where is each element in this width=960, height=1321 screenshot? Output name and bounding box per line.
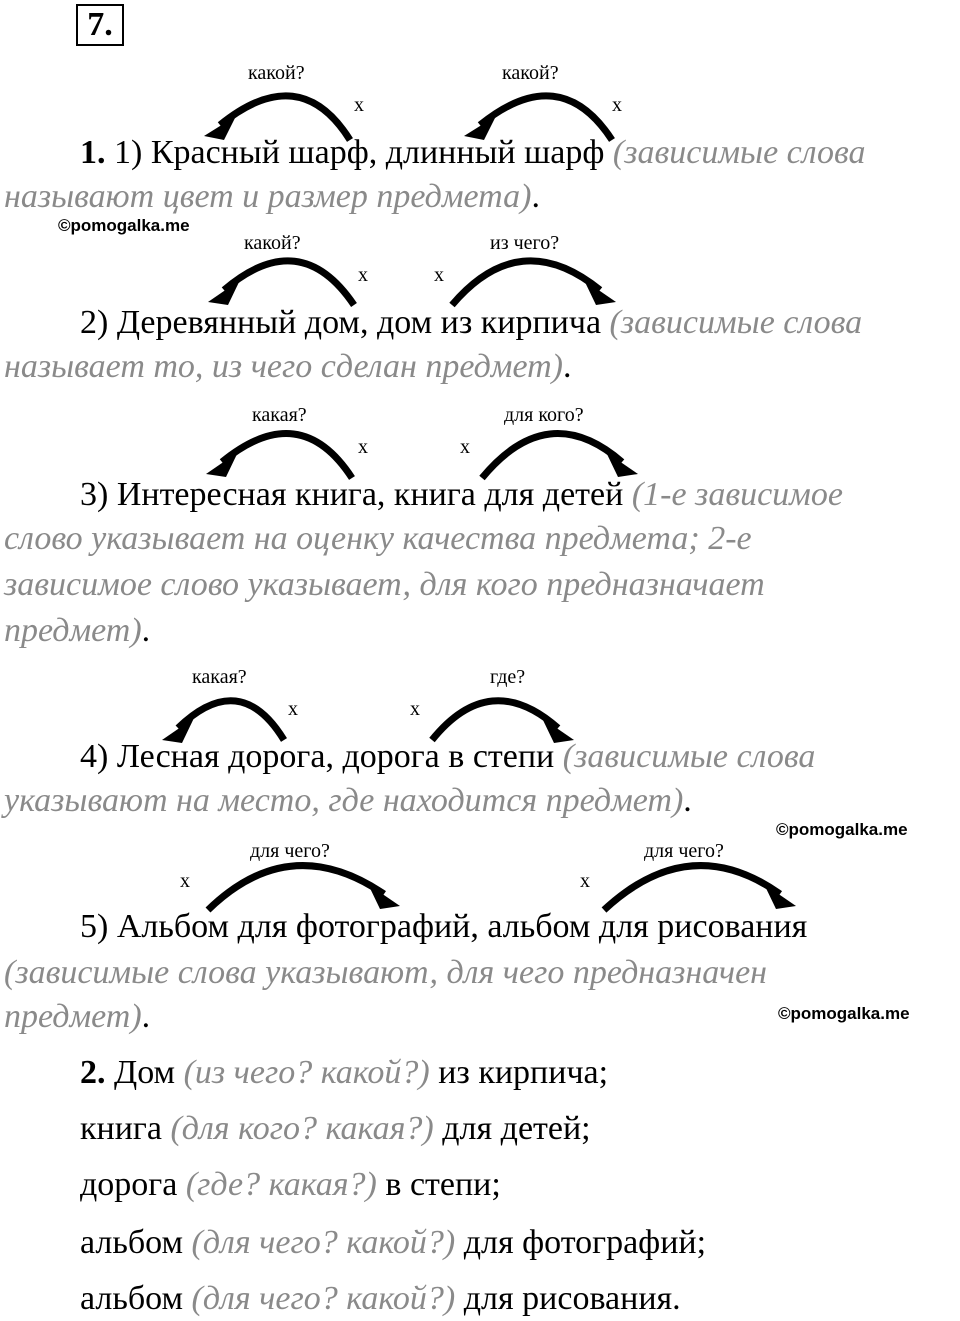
note: предмет) bbox=[4, 998, 142, 1035]
note: (зависимые слова bbox=[609, 304, 863, 341]
dependent: для рисования. bbox=[463, 1280, 681, 1317]
arrow-3-right bbox=[482, 434, 638, 478]
word: книга bbox=[80, 1110, 162, 1147]
x-mark: x bbox=[434, 264, 444, 286]
question: (для чего? какой?) bbox=[191, 1224, 456, 1261]
period: . bbox=[141, 612, 151, 649]
arrow-4-left bbox=[162, 701, 284, 743]
phrase: 4) Лесная дорога, дорога в степи bbox=[80, 738, 555, 775]
note: называет то, из чего сделан предмет) bbox=[4, 348, 563, 385]
task-number: 7. bbox=[76, 4, 124, 46]
dependent: для детей; bbox=[442, 1110, 591, 1147]
item-2-line bbox=[80, 304, 862, 342]
note: (1-е зависимое bbox=[631, 476, 843, 513]
phrase: 1) Красный шарф, длинный шарф bbox=[114, 134, 605, 171]
arrow-3-left bbox=[206, 434, 352, 478]
dependent: для фотографий; bbox=[463, 1224, 707, 1261]
part2-line bbox=[80, 1054, 608, 1092]
question-label: для чего? bbox=[644, 840, 724, 862]
question-label: из чего? bbox=[490, 232, 560, 254]
phrase: 2) Деревянный дом, дом из кирпича bbox=[80, 304, 602, 341]
x-mark: x bbox=[358, 436, 368, 458]
item-3-note-end bbox=[4, 612, 150, 650]
note: предмет) bbox=[4, 612, 142, 649]
item-2-note-line bbox=[4, 348, 572, 386]
note: слово указывает на оценку качества предмета; 2-е bbox=[4, 520, 752, 557]
dependent: из кирпича; bbox=[438, 1054, 609, 1091]
item-5-note-end bbox=[4, 998, 150, 1036]
phrase: 3) Интересная книга, книга для детей bbox=[80, 476, 624, 513]
note: указывают на место, где находится предмет) bbox=[4, 782, 684, 819]
part2-label: 2. bbox=[80, 1054, 106, 1091]
question: (где? какая?) bbox=[185, 1166, 377, 1203]
x-mark: x bbox=[460, 436, 470, 458]
period: . bbox=[563, 348, 572, 385]
part2-line bbox=[80, 1280, 681, 1318]
watermark: ©pomogalka.me bbox=[776, 820, 908, 839]
x-mark: x bbox=[612, 94, 622, 116]
x-mark: x bbox=[354, 94, 364, 116]
period: . bbox=[141, 998, 151, 1035]
x-mark: x bbox=[410, 698, 420, 720]
note: (зависимые слова bbox=[562, 738, 816, 775]
item-1-line bbox=[80, 134, 866, 172]
arrow-5-right bbox=[604, 866, 796, 910]
question-label: для чего? bbox=[250, 840, 330, 862]
note: (зависимые слова указывают, для чего предназначен bbox=[4, 954, 768, 991]
question-label: какой? bbox=[244, 232, 301, 254]
word: Дом bbox=[114, 1054, 176, 1091]
watermark: ©pomogalka.me bbox=[778, 1004, 910, 1023]
question-label: какая? bbox=[192, 666, 247, 688]
part2-line bbox=[80, 1224, 706, 1262]
arrow-2-right bbox=[452, 261, 616, 305]
x-mark: x bbox=[580, 870, 590, 892]
question: (из чего? какой?) bbox=[183, 1054, 430, 1091]
part2-line bbox=[80, 1166, 501, 1204]
word: альбом bbox=[80, 1224, 184, 1261]
note: зависимое слово указывает, для кого предназначает bbox=[4, 566, 765, 603]
arrow-4-right bbox=[432, 701, 574, 743]
arrow-5-left bbox=[208, 866, 400, 910]
period: . bbox=[531, 178, 540, 215]
word: альбом bbox=[80, 1280, 184, 1317]
part1-label: 1. bbox=[80, 134, 106, 171]
arrow-2-left bbox=[208, 261, 354, 305]
question: (для чего? какой?) bbox=[191, 1280, 456, 1317]
question-label: какой? bbox=[248, 62, 305, 84]
x-mark: x bbox=[288, 698, 298, 720]
phrase: 5) Альбом для фотографий, альбом для рисования bbox=[80, 908, 808, 945]
question-label: где? bbox=[490, 666, 526, 688]
question: (для кого? какая?) bbox=[170, 1110, 434, 1147]
part2-line bbox=[80, 1110, 591, 1148]
period: . bbox=[683, 782, 692, 819]
x-mark: x bbox=[358, 264, 368, 286]
watermark: ©pomogalka.me bbox=[58, 216, 190, 235]
word: дорога bbox=[80, 1166, 178, 1203]
item-1-note-line bbox=[4, 178, 540, 216]
note: называют цвет и размер предмета) bbox=[4, 178, 532, 215]
dependent: в степи; bbox=[385, 1166, 501, 1203]
x-mark: x bbox=[180, 870, 190, 892]
question-label: какой? bbox=[502, 62, 559, 84]
question-label: какая? bbox=[252, 404, 307, 426]
item-4-line bbox=[80, 738, 815, 776]
question-label: для кого? bbox=[504, 404, 584, 426]
note: (зависимые слова bbox=[612, 134, 866, 171]
item-3-line bbox=[80, 476, 843, 514]
item-4-note-line bbox=[4, 782, 692, 820]
